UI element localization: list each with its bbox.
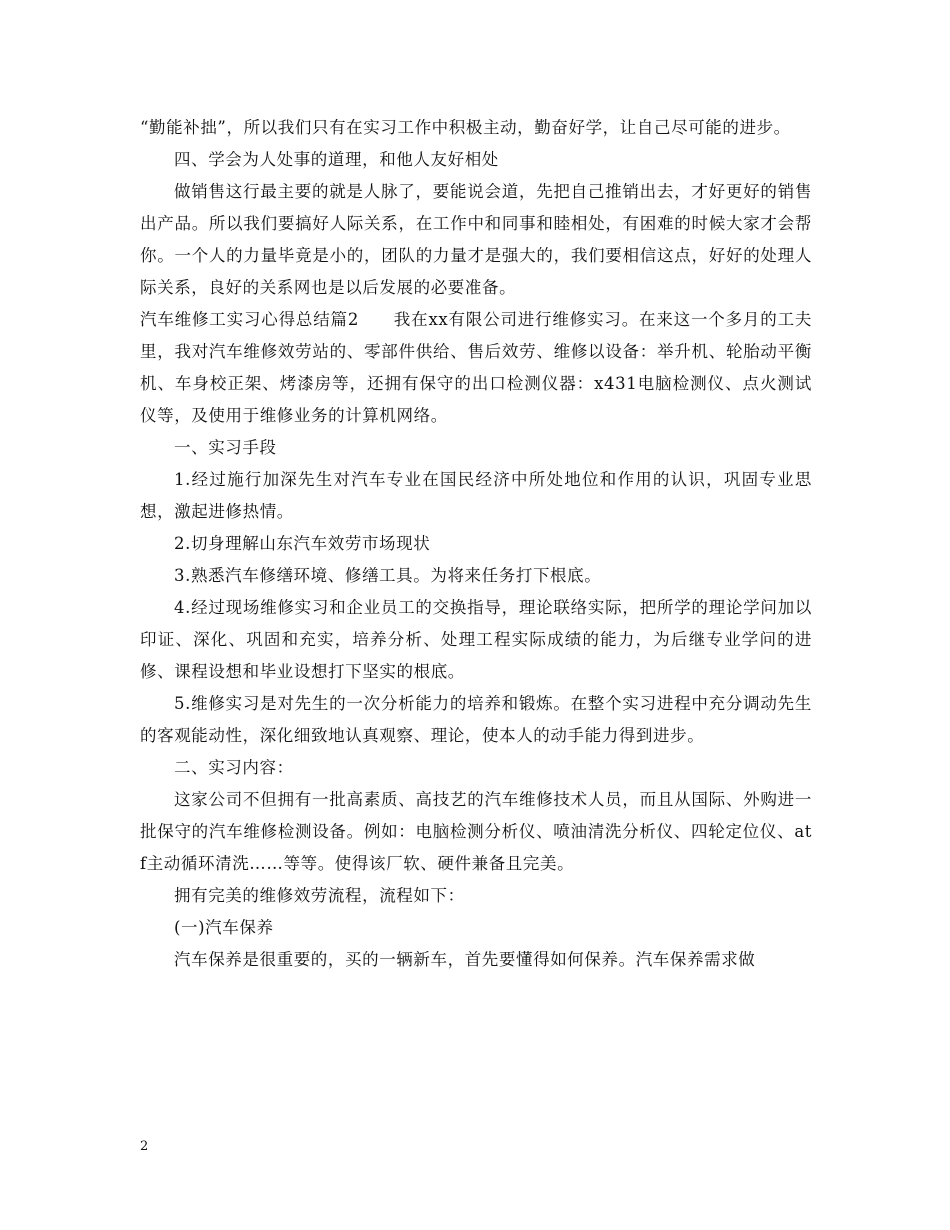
- list-item-2: 2.切身理解山东汽车效劳市场现状: [174, 534, 431, 553]
- paragraph-article-two-intro: 汽车维修工实习心得总结篇2 我在xx有限公司进行维修实习。在来这一个多月的工夫里，我对汽车维修效劳站的、零部件供给、售后效劳、维修以设备：举升机、轮胎动平衡机、车身校正架、烤漆房等，还拥有保守的出口检测仪器：x431电脑检测仪、点火测试仪等，及使用于维修业务的计算机网络。: [140, 310, 812, 425]
- paragraph-company-description: 这家公司不但拥有一批高素质、高技艺的汽车维修技术人员，而且从国际、外购进一批保守的汽车维修检测设备。例如：电脑检测分析仪、喷油清洗分析仪、四轮定位仪、atf主动循环清洗……等等。使得该厂软、硬件兼备且完美。: [140, 790, 812, 873]
- list-item-1: 1.经过施行加深先生对汽车专业在国民经济中所处地位和作用的认识，巩固专业思想，激起进修热情。: [140, 470, 812, 521]
- paragraph-service-process: 拥有完美的维修效劳流程，流程如下：: [174, 886, 465, 905]
- document-body: [140, 112, 812, 976]
- paragraph-1: “勤能补拙”，所以我们只有在实习工作中积极主动，勤奋好学，让自己尽可能的进步。: [140, 118, 791, 137]
- heading-internship-means: 一、实习手段: [174, 438, 277, 457]
- list-item-4: 4.经过现场维修实习和企业员工的交换指导，理论联络实际，把所学的理论学问加以印证、深化、巩固和充实，培养分析、处理工程实际成绩的能力，为后继专业学问的进修、课程设想和毕业设想打下坚实的根底。: [140, 598, 812, 681]
- list-item-3: 3.熟悉汽车修缮环境、修缮工具。为将来任务打下根底。: [174, 566, 602, 585]
- paragraph-sales-relations: 做销售这行最主要的就是人脉了，要能说会道，先把自己推销出去，才好更好的销售出产品。所以我们要搞好人际关系，在工作中和同事和睦相处，有困难的时候大家才会帮你。一个人的力量毕竟是小的，团队的力量才是强大的，我们要相信这点，好好的处理人际关系，良好的关系网也是以后发展的必要准备。: [140, 182, 812, 297]
- heading-section-four: 四、学会为人处事的道理，和他人友好相处: [174, 150, 499, 169]
- list-item-5: 5.维修实习是对先生的一次分析能力的培养和锻炼。在整个实习进程中充分调动先生的客观能动性，深化细致地认真观察、理论，使本人的动手能力得到进步。: [140, 694, 812, 745]
- heading-car-maintenance: (一)汽车保养: [174, 918, 274, 937]
- page-number: 2: [140, 1139, 149, 1154]
- paragraph-car-maintenance: 汽车保养是很重要的，买的一辆新车，首先要懂得如何保养。汽车保养需求做: [174, 950, 756, 969]
- heading-internship-content: 二、实习内容：: [174, 758, 294, 777]
